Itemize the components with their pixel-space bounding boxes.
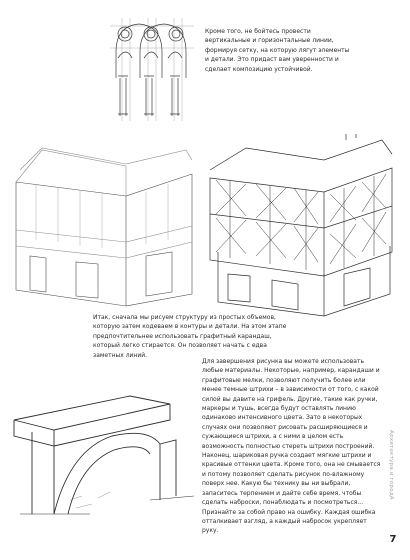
chapter-title-vertical: Архитектура и городА <box>388 430 394 500</box>
timber-house-drawing-icon <box>206 134 394 318</box>
bridge-sketch-icon <box>10 380 198 518</box>
house-construction-sketch-icon <box>6 130 196 308</box>
materials-paragraph: Для завершения рисунка вы можете использовать любые материалы. Некоторые, например, карандаши и графитовые мелки, позволяют получить более или менее темные штрихи – в зависимости от того, с какой силой вы давите на грифель. Другие, такие как ручки, маркеры и тушь, всегда будут оставлять линию одинаково интенсивного цвета. Зато в некоторых случаях они позволяют рисовать расширяющиеся и сужающиеся штрихи, а с ними в целом есть возможность полностью стереть штрихи построений. Наконец, шариковая ручка создает мягкие штрихи и красивые оттенки цвета. Кроме того, она не смывается и потому позволяет сделать рисунок по-влажному поверх нее. Какую бы технику вы ни выбрали, запаситесь терпением и дайте себе время, чтобы сделать наброски, понаблюдать и посмотреться... Признайте за собой право на ошибку. Каждая ошибка отталкивает взгляд, а каждый набросок укрепляет руку. <box>202 358 381 535</box>
chapter-sidebar <box>386 400 396 530</box>
page-number: 7 <box>389 534 397 545</box>
arcade-sketch-icon <box>108 18 194 121</box>
structure-paragraph: Итак, сначала мы рисуем структуру из простых объемов, которую затем кодеваем в контуры и детали. На этом этапе предпочтительнее использовать графитный карандаш, который легко стирается. Он позволяет начать с едва заметных линий. <box>93 314 287 359</box>
intro-paragraph: Кроме того, не бойтесь провести вертикальные и горизонтальные линии, формируя сетку, на которую лягут элементы и детали. Это придаст вам уверенности и сделает композицию устойчивой. <box>205 28 350 73</box>
